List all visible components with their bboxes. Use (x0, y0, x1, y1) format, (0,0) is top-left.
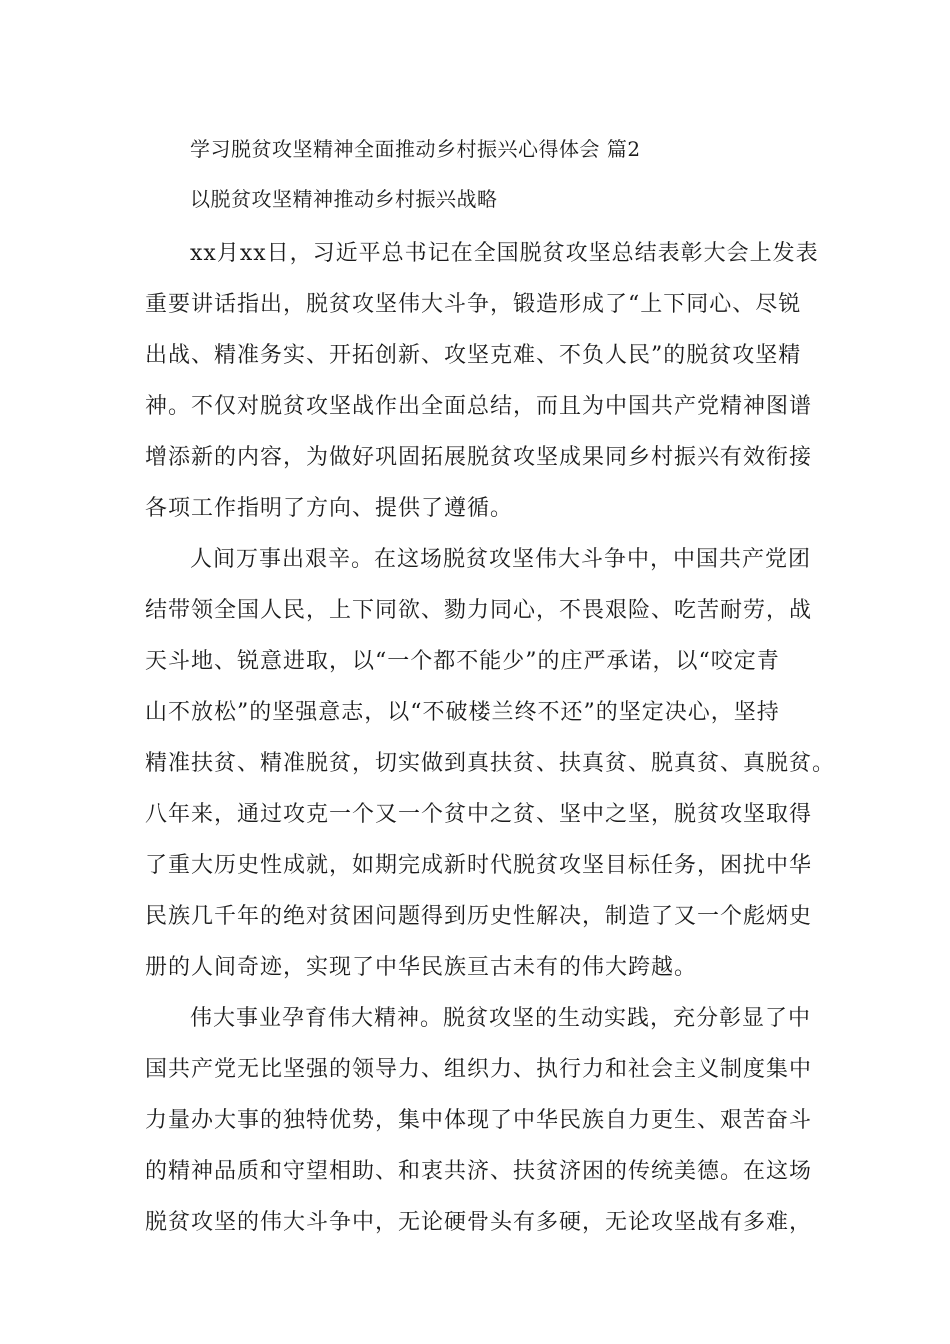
paragraph-line: 人间万事出艰辛。在这场脱贫攻坚伟大斗争中，中国共产党团 (190, 547, 812, 572)
document-subtitle: 以脱贫攻坚精神推动乡村振兴战略 (190, 187, 498, 211)
document-title: 学习脱贫攻坚精神全面推动乡村振兴心得体会 篇2 (190, 137, 641, 161)
paragraph-line: 脱贫攻坚的伟大斗争中，无论硬骨头有多硬，无论攻坚战有多难， (145, 1210, 813, 1235)
paragraph-line: 了重大历史性成就，如期完成新时代脱贫攻坚目标任务，困扰中华 (145, 853, 813, 878)
paragraph-line: 各项工作指明了方向、提供了遵循。 (145, 496, 514, 521)
paragraph-line: xx月xx日，习近平总书记在全国脱贫攻坚总结表彰大会上发表 (190, 241, 819, 266)
paragraph-line: 八年来，通过攻克一个又一个贫中之贫、坚中之坚，脱贫攻坚取得 (145, 802, 813, 827)
paragraph-line: 册的人间奇迹，实现了中华民族亘古未有的伟大跨越。 (145, 955, 698, 980)
paragraph-line: 民族几千年的绝对贫困问题得到历史性解决，制造了又一个彪炳史 (145, 904, 813, 929)
paragraph-line: 结带领全国人民，上下同欲、勠力同心，不畏艰险、吃苦耐劳，战 (145, 598, 813, 623)
paragraph-line: 重要讲话指出，脱贫攻坚伟大斗争，锻造形成了“上下同心、尽锐 (145, 292, 802, 317)
paragraph-line: 天斗地、锐意进取，以“一个都不能少”的庄严承诺，以“咬定青 (145, 649, 780, 674)
paragraph-line: 国共产党无比坚强的领导力、组织力、执行力和社会主义制度集中 (145, 1057, 813, 1082)
paragraph-line: 山不放松”的坚强意志，以“不破楼兰终不还”的坚定决心，坚持 (145, 700, 780, 725)
paragraph-line: 出战、精准务实、开拓创新、攻坚克难、不负人民”的脱贫攻坚精 (145, 343, 802, 368)
paragraph-line: 精准扶贫、精准脱贫，切实做到真扶贫、扶真贫、脱真贫、真脱贫。 (145, 751, 836, 776)
paragraph-line: 力量办大事的独特优势，集中体现了中华民族自力更生、艰苦奋斗 (145, 1108, 813, 1133)
paragraph-line: 伟大事业孕育伟大精神。脱贫攻坚的生动实践，充分彰显了中 (190, 1006, 812, 1031)
paragraph-line: 神。不仅对脱贫攻坚战作出全面总结，而且为中国共产党精神图谱 (145, 394, 813, 419)
paragraph-line: 增添新的内容，为做好巩固拓展脱贫攻坚成果同乡村振兴有效衔接 (145, 445, 813, 470)
paragraph-line: 的精神品质和守望相助、和衷共济、扶贫济困的传统美德。在这场 (145, 1159, 813, 1184)
